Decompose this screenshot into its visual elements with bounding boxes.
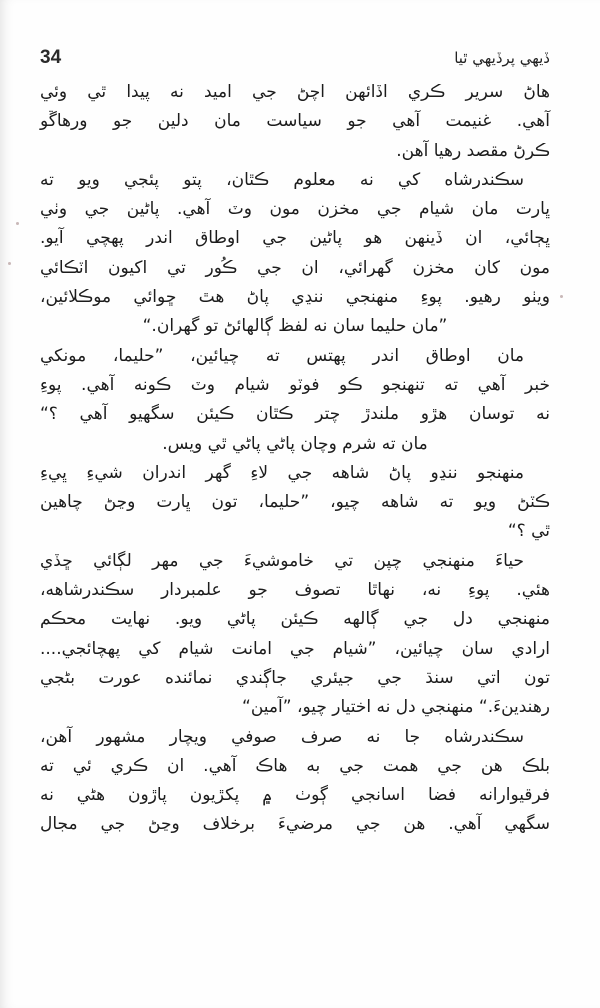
text-line: ويٺو رهيو. پوءِ منهنجي ننڍي پاڻ هٿ ڇوائي موڪلائين، [40,287,550,308]
text-line: ”مان حليما سان نه لفظ ڳالهائڻ تو گهران.“ [142,316,448,337]
running-title: ڏيهي پرڏيهي ٿيا [454,49,550,67]
text-line: تون اتي سنڌ جي جيئري جاڳندي نمائنده عورت بڻجي [40,667,550,688]
text-line: سڪندرشاه جا نه صرف صوفي ويچار مشهور آهن، [40,726,524,747]
text-line: ڀارت مان شيام جي مخزن مون وٽ آهي. پاڻين جي وٺي [40,199,550,220]
text-line: ٿي ؟“ [507,521,550,542]
text-line: هئي. پوءِ نه، نهاٿا تصوف جو علمبردار سڪندرشاهه، [40,580,550,601]
text-line: نه توسان هڙو ملندڙ چتر ڪٿان ڪيئن سگهيو آهي ؟“ [40,404,550,425]
paper-speck [16,222,19,225]
paragraph [40,166,550,342]
paragraph [40,459,550,547]
text-line: خبر آهي ته تنهنجو ڪو فوٽو شيام وٽ ڪونه آهي. پوءِ [40,374,550,395]
text-line: منهنجي دل جي ڳالهه ڪيئن پاڻي ويو. نهايت محڪم [40,609,550,630]
page-number: 34 [40,47,62,68]
text-line: ڪٽڻ ويو ته شاهه چيو، ”حليما، تون ڀارت وڃڻ چاهين [40,492,550,513]
text-line: ارادي سان چيائين، ”شيام جي امانت شيام کي پهچائجي.... [40,638,550,659]
text-line: بلڪ هن جي همت جي به هاڪ آهي. ان ڪري ئي ته [40,755,550,776]
text-line: آهي. غنيمت آهي جو سياست مان دلين جو ورهاڱو [40,111,550,132]
text-line: سگهي آهي. هن جي مرضيءَ برخلاف وڃڻ جي مجال [40,814,550,835]
paragraph [40,547,550,723]
paragraph [40,723,550,840]
paper-speck [560,295,563,298]
text-line: ڀڄائي، ان ڏينهن هو پاڻين جي اوطاق اندر پهچي آيو. [40,228,550,249]
text-line: هاڻ سرير ڪري اڏائهن اچڻ جي اميد نه پيدا ٿي وئي [40,82,550,102]
text-line: رهندينءَ.“ منهنجي دل نه اختيار چيو، ”آمين“ [242,697,550,718]
body-text [40,78,550,840]
paragraph [40,430,550,459]
paragraph [40,342,550,430]
text-line: منهنجو ننڍو پاڻ شاهه جي لاءِ گهر اندران شيءِ ڀيءِ [40,462,524,483]
text-line: سڪندرشاه کي نه معلوم ڪٿان، پتو پئجي ويو ته [40,169,524,190]
paper-speck [8,262,11,265]
page-header [40,44,550,72]
text-line: ڪرڻ مقصد رهيا آهن. [396,140,550,161]
paragraph [40,78,550,166]
text-line: مان اوطاق اندر پهتس ته چيائين، ”حليما، مونکي [40,345,524,366]
text-line: مون کان مخزن گهرائي، ان جي ڪُور تي اکيون اٽڪائي [40,257,550,278]
text-line: مان ته شرم وچان پاڻي پاڻي ٿي ويس. [162,433,428,454]
text-line: فرقيوارانه فضا اسانجي ڳوٺ ۾ پکڙيون پاڙون هڻي نه [40,785,550,806]
text-line: حياءَ منهنجي چپن تي خاموشيءَ جي مهر لڳائي ڇڏي [40,550,524,571]
